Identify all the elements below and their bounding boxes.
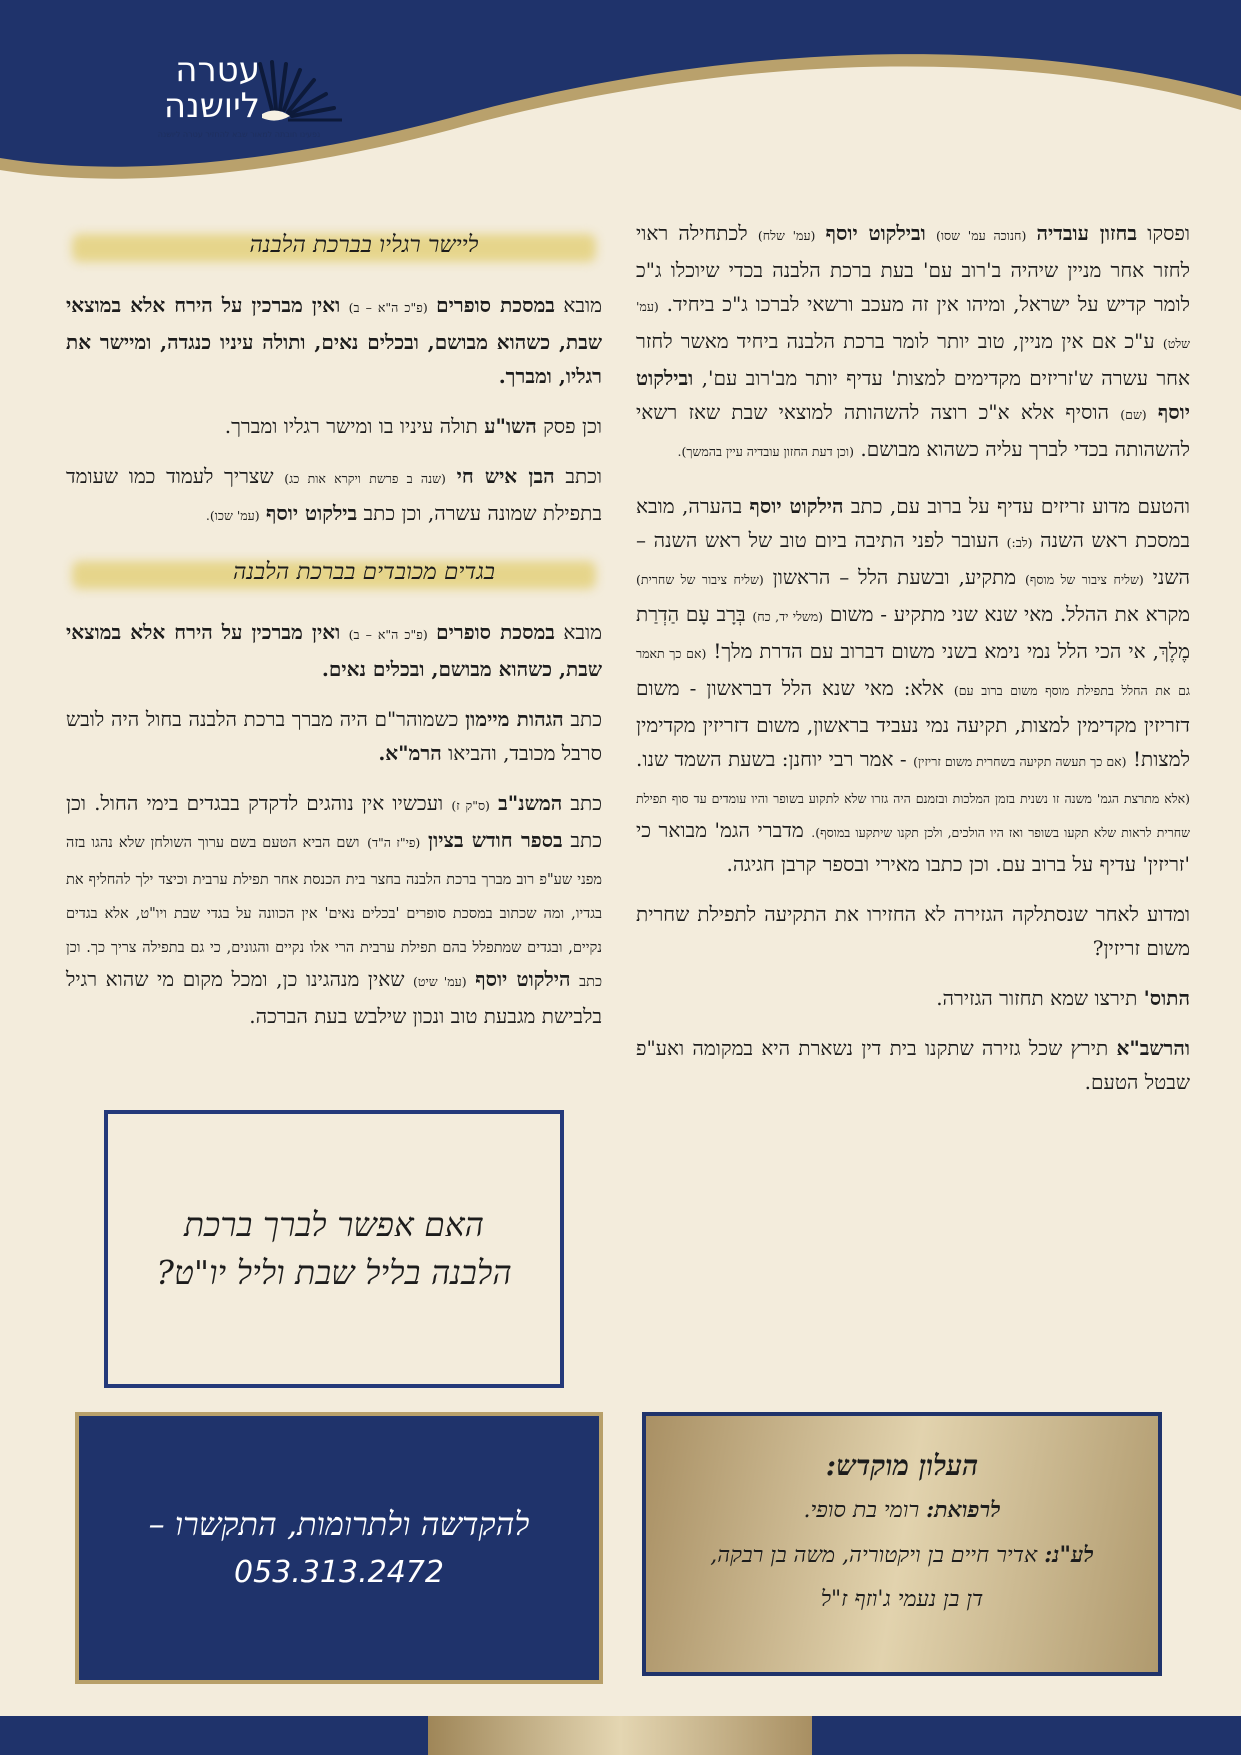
paragraph-tosafot: התוס' תירצו שמא תחזור הגזירה.: [936, 986, 1190, 1010]
logo-line1: עטרה: [175, 50, 260, 90]
dedication-memory-line: לע"נ: אדיר חיים בן ויקטוריה, משה בן רבקה,: [710, 1542, 1094, 1568]
paragraph-rashba: והרשב"א תירץ שכל גזירה שתקנו בית דין נשארת היא במקומה ואע"פ שבטל הטעם.: [636, 1036, 1190, 1094]
left-column: [66, 222, 602, 1049]
paragraph-chazon-ovadia: ופסקו בחזון עובדיה (חנוכה עמ' שסו) ובילקוט יוסף (עמ' שלח) לכתחילה ראוי לחזר אחר מניין שיהיה ב'רוב עם' בעת ברכת הלבנה בכדי שיוכלו ג"כ לומר קדיש על ישראל, ומיהו אין זה מעכב ורשאי לברכו ג"כ ביחיד. (עמ' שלט) ע"כ אם אין מניין, טוב יותר לומר ברכת הלבנה ביחיד מאשר לחזר אחר עשרה ש'זריזים מקדימים למצות' עדיף יותר מב'רוב עם', ובילקוט יוסף (שם) הוסיף אלא א"כ רוצה להשהותה למוצאי שבת שאז רשאי להשהותה בכדי לברך עליה כשהוא מבושם. (וכן דעת החזון עובדיה עיין בהמשך).: [636, 221, 1191, 461]
right-column: [636, 216, 1190, 1115]
donation-text: להקדשה ולתרומות, התקשרו –: [148, 1505, 530, 1543]
logo-text: [132, 52, 260, 124]
paragraph-masechet-sofrim-1: מובא במסכת סופרים (פ"כ ה"א – ב) ואין מברכין על הירח אלא במוצאי שבת, כשהוא מבושם, ובכלים נאים, ותולה עיניו כנגדה, ומיישר את רגליו, ומברך.: [66, 293, 603, 388]
heading-honored-clothes: בגדים מכובדים בברכת הלבנה: [66, 549, 602, 595]
donation-box: [75, 1412, 603, 1684]
dedication-box: [642, 1412, 1162, 1676]
logo-line2: ליושנה: [163, 86, 260, 126]
paragraph-shulchan-aruch: וכן פסק השו"ע תולה עיניו בו ומישר רגליו ומברך.: [224, 414, 602, 438]
logo-tagline: נפעינו חובתה למאור שבא להחזיר עטרה ליושנה: [157, 130, 321, 139]
paragraph-mishna-brura: כתב המשנ"ב (ס"ק ז) ועכשיו אין נוהגים לדקדק בבגדים בימי החול. וכן כתב בספר חודש בציון (פי"ז ה"ד) ושם הביא הטעם בשם ערוך השולחן שלא נהגו בזה מפני שע"פ רוב מברך ברכת הלבנה בחצר בית הכנסת אחר תפילת ערבית וכיצד ילך להחליף את בגדיו, ומה שכתוב במסכת סופרים 'בכלים נאים' אין הכוונה על בגדי שבת ויו"ט, אלא בגדים נקיים, ובגדים שמתפלל בהם תפילת ערבית הרי אלו נקיים והגונים, כי גם בתפילה צריך כך. וכן כתב הילקוט יוסף (עמ' שיט) שאין מנהגינו כן, ומכל מקום מי שהוא רגיל בלבישת מגבעת טוב ונכון שילבש בעת הברכה.: [66, 791, 603, 1028]
paragraph-ben-ish-chai: וכתב הבן איש חי (שנה ב פרשת ויקרא אות כג) שצריך לעמוד כמו שעומד בתפילת שמונה עשרה, וכן כתב בילקוט יוסף (עמ' שכו).: [66, 464, 603, 525]
question-text: האם אפשר לברך ברכת הלבנה בליל שבת וליל יו"ט?: [156, 1205, 512, 1292]
dedication-memory-line-2: דן בן נעמי ג'וזף ז"ל: [820, 1587, 984, 1612]
heading-straighten-legs: ליישר רגליו בברכת הלבנה: [66, 222, 602, 268]
donation-phone[interactable]: 053.313.2472: [234, 1555, 444, 1590]
paragraph-zrizim-reason: והטעם מדוע זריזים עדיף על ברוב עם, כתב הילקוט יוסף בהערה, מובא במסכת ראש השנה (לב:) העובר לפני התיבה ביום טוב של ראש השנה – השני (שליח ציבור של מוסף) מתקיע, ובשעת הלל – הראשון (שליח ציבור של שחרית) מקרא את ההלל. מאי שנא שני מתקיע - משום (משלי יד, כח) בְּרָב עָם הַדְרַת מֶלֶךְ, אי הכי הלל נמי נימא בשני משום דברוב עם הדרת מלך! (אם כך תאמר גם את החלל בתפילת מוסף משום ברוב עם) אלא: מאי שנא הלל דבראשון - משום דזריזין מקדימין למצות, תקיעה נמי נעביד בראשון, משום דזריזין מקדימין למצות! (אם כך תעשה תקיעה בשחרית משום זריזין) - אמר רבי יוחנן: בשעת השמד שנו. (אלא מתרצת הגמ' משנה זו נשנית בזמן המלכות ובזמנם היה גזרו שלא לתקוע בשופר והיו עומדים עד סוף תפילת שחרית לראות שלא תקעו בשופר ואז היו הולכים, ולכן תקנו שיתקעו במוסף). מדברי הגמ' מבואר כי 'זריזין' עדיף על ברוב עם. וכן כתבו מאירי ובספר קרבן חגיגה.: [636, 494, 1191, 876]
book-rays-icon: [252, 58, 348, 128]
paragraph-hagahot-maimon: כתב הגהות מיימון כשמוהר"ם היה מברך ברכת הלבנה בחול היה לובש סרבל מכובד, והביאו הרמ"א.: [66, 707, 602, 765]
question-box: [104, 1110, 564, 1388]
logo: [132, 52, 362, 152]
footer-gold-bar: [428, 1716, 812, 1755]
dedication-title: העלון מוקדש:: [825, 1449, 979, 1482]
paragraph-masechet-sofrim-2: מובא במסכת סופרים (פ"כ ה"א – ב) ואין מברכין על הירח אלא במוצאי שבת, כשהוא מבושם, ובכלים נאים.: [66, 620, 603, 681]
dedication-healing-line: לרפואת: רומי בת סופי.: [803, 1497, 1001, 1523]
paragraph-question: ומדוע לאחר שנסתלקה הגזירה לא החזירו את התקיעה לתפילת שחרית משום זריזין?: [636, 902, 1190, 960]
